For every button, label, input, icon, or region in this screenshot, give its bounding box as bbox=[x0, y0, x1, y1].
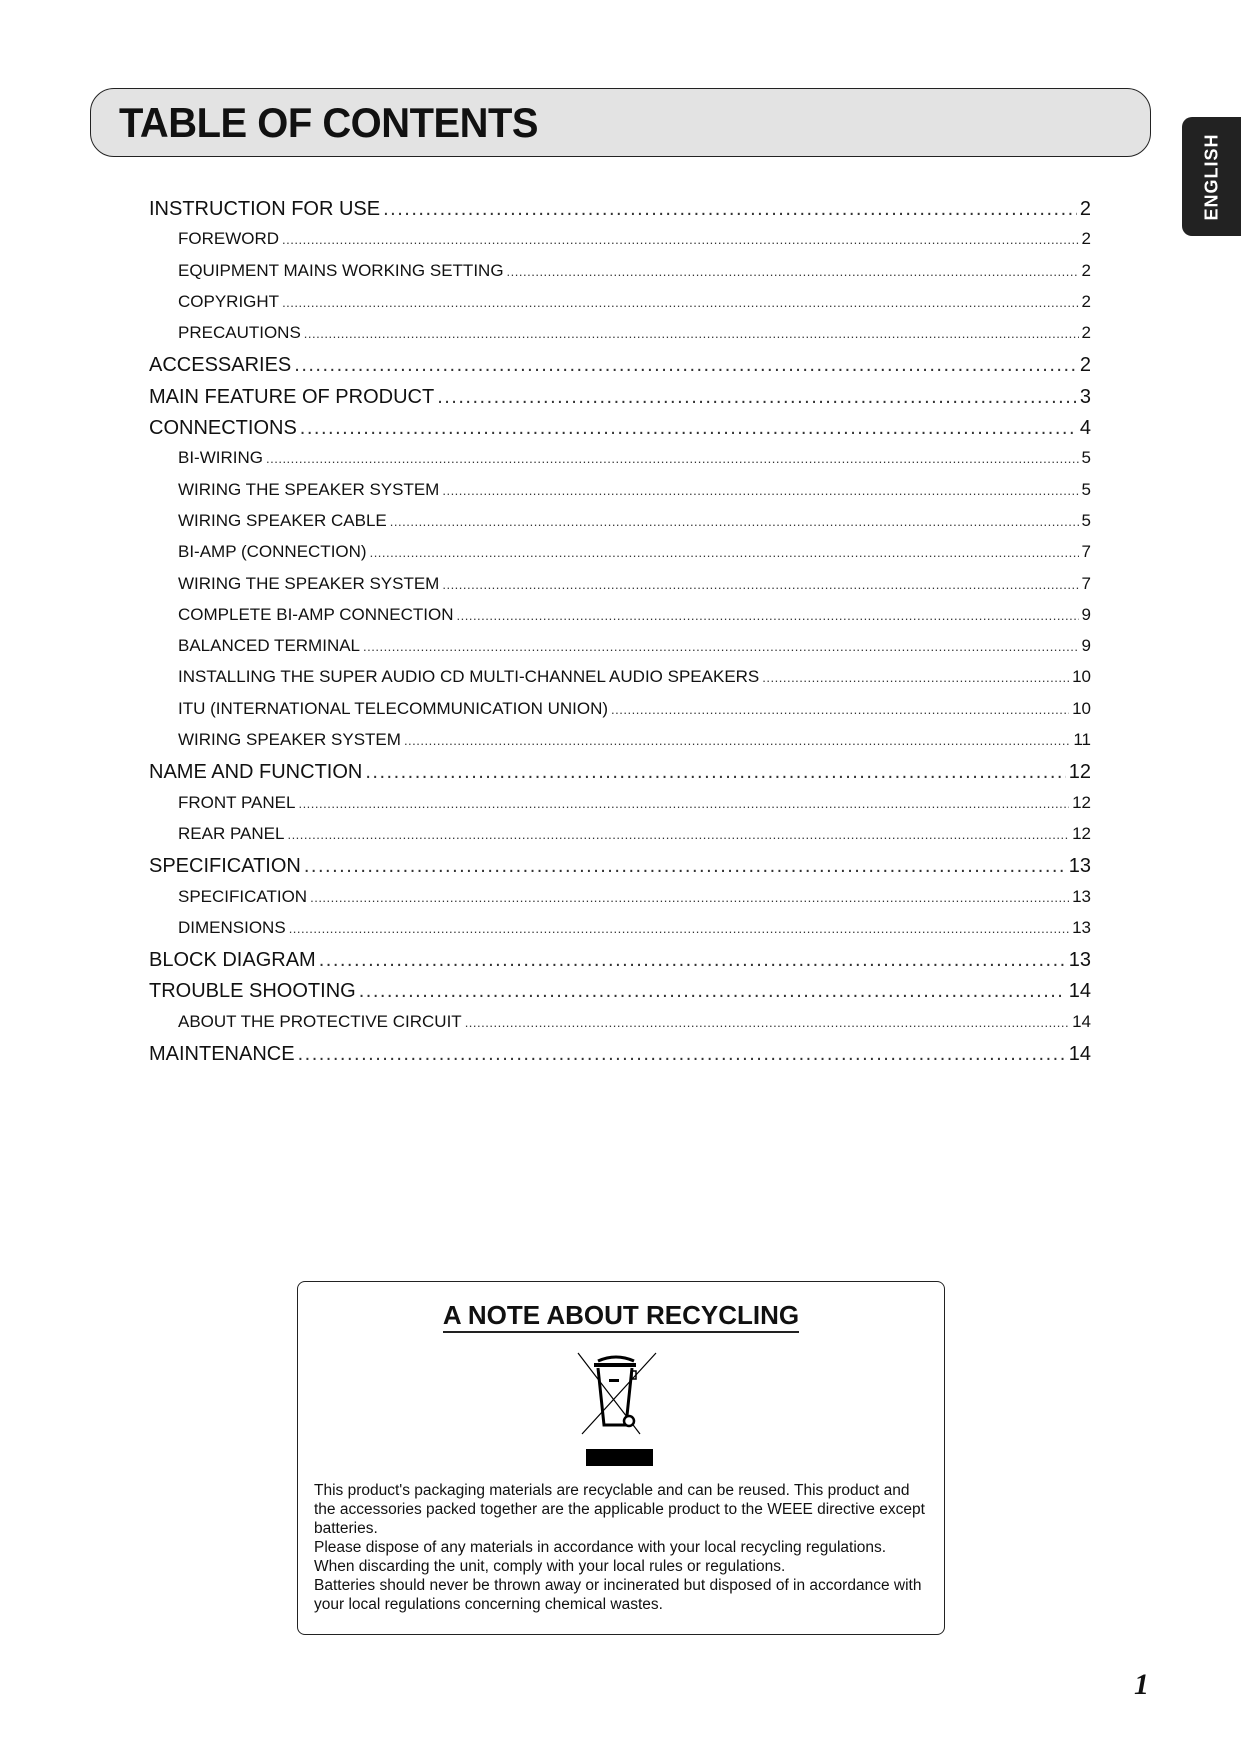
toc-entry-label: COMPLETE BI-AMP CONNECTION bbox=[178, 604, 454, 624]
toc-entry-page: 2 bbox=[1079, 198, 1091, 220]
toc-entry-page: 4 bbox=[1079, 417, 1091, 440]
toc-entry[interactable] bbox=[149, 261, 1091, 292]
toc-entry-page: 14 bbox=[1068, 1043, 1091, 1066]
toc-entry-label: TROUBLE SHOOTING bbox=[149, 980, 356, 1003]
leader-dots bbox=[442, 483, 1078, 498]
toc-entry-label: SPECIFICATION bbox=[178, 886, 308, 906]
toc-entry-page: 9 bbox=[1081, 636, 1091, 656]
leader-dots bbox=[404, 733, 1070, 748]
toc-entry[interactable] bbox=[149, 980, 1091, 1011]
leader-dots bbox=[611, 702, 1069, 717]
toc-entry-label: BLOCK DIAGRAM bbox=[149, 949, 316, 972]
recycling-note-box bbox=[297, 1281, 945, 1635]
toc-entry[interactable] bbox=[149, 887, 1091, 918]
toc-entry-label: ACCESSARIES bbox=[149, 354, 292, 377]
toc-entry-label: EQUIPMENT MAINS WORKING SETTING bbox=[178, 260, 504, 280]
toc-entry-label: INSTALLING THE SUPER AUDIO CD MULTI-CHANNEL AUDIO SPEAKERS bbox=[178, 667, 760, 687]
title-banner bbox=[90, 88, 1151, 157]
leader-dots bbox=[507, 264, 1079, 279]
leader-dots bbox=[266, 451, 1079, 466]
toc-entry-label: MAINTENANCE bbox=[149, 1043, 295, 1066]
toc-entry-label: DIMENSIONS bbox=[178, 917, 286, 937]
toc-entry-page: 13 bbox=[1068, 949, 1091, 972]
toc-entry[interactable] bbox=[149, 448, 1091, 479]
toc-entry-label: BI-AMP (CONNECTION) bbox=[178, 542, 367, 562]
toc-entry-page: 7 bbox=[1081, 542, 1091, 562]
toc-entry-page: 12 bbox=[1072, 823, 1091, 843]
toc-entry-label: NAME AND FUNCTION bbox=[149, 761, 363, 784]
language-tab-label: ENGLISH bbox=[1201, 132, 1221, 221]
leader-dots bbox=[359, 980, 1066, 1003]
crossed-out-wheelie-bin-icon bbox=[576, 1351, 662, 1437]
toc-entry-label: CONNECTIONS bbox=[149, 417, 297, 440]
recycling-text: This product's packaging materials are recyclable and can be reused. This product and the accessories packed together are the applicable product to the WEEE directive except batteries. Please dispose of any materials in accordance with your local recycling regulations. When discarding the unit, comply with your local rules or regulations. Batteries should never be thrown away or incinerated but disposed of in accordance with your local regulations concerning chemical wastes. bbox=[314, 1482, 925, 1613]
toc-entry[interactable] bbox=[149, 229, 1091, 260]
toc-entry[interactable] bbox=[149, 636, 1091, 667]
toc-entry-page: 5 bbox=[1081, 448, 1091, 468]
toc-entry-page: 5 bbox=[1081, 510, 1091, 530]
leader-dots bbox=[304, 326, 1079, 341]
leader-dots bbox=[457, 608, 1079, 623]
toc-entry[interactable] bbox=[149, 761, 1091, 792]
leader-dots bbox=[304, 855, 1066, 878]
leader-dots bbox=[287, 827, 1069, 842]
toc-entry[interactable] bbox=[149, 730, 1091, 761]
toc-entry-label: WIRING SPEAKER CABLE bbox=[178, 510, 387, 530]
toc-entry-label: PRECAUTIONS bbox=[178, 323, 301, 343]
leader-dots bbox=[289, 921, 1069, 936]
toc-entry[interactable] bbox=[149, 1043, 1091, 1074]
toc-entry-page: 2 bbox=[1081, 260, 1091, 280]
leader-dots bbox=[282, 232, 1078, 247]
toc-entry[interactable] bbox=[149, 417, 1091, 448]
toc-entry[interactable] bbox=[149, 824, 1091, 855]
toc-entry-page: 2 bbox=[1079, 354, 1091, 377]
toc-entry-label: BI-WIRING bbox=[178, 448, 263, 468]
toc-entry-page: 7 bbox=[1081, 573, 1091, 593]
toc-entry-page: 14 bbox=[1068, 980, 1091, 1003]
toc-entry-page: 13 bbox=[1072, 886, 1091, 906]
toc-entry-page: 9 bbox=[1081, 604, 1091, 624]
leader-dots bbox=[298, 796, 1069, 811]
weee-bar-mark bbox=[586, 1449, 653, 1466]
leader-dots bbox=[310, 890, 1069, 905]
toc-entry-label: FRONT PANEL bbox=[178, 792, 296, 812]
toc-entry[interactable] bbox=[149, 699, 1091, 730]
toc-entry[interactable] bbox=[149, 949, 1091, 980]
toc-entry[interactable] bbox=[149, 542, 1091, 573]
toc-entry-label: ABOUT THE PROTECTIVE CIRCUIT bbox=[178, 1011, 462, 1031]
leader-dots bbox=[465, 1015, 1069, 1030]
leader-dots bbox=[363, 639, 1079, 654]
toc-entry-page: 3 bbox=[1079, 385, 1091, 408]
toc-entry-label: MAIN FEATURE OF PRODUCT bbox=[149, 385, 435, 408]
toc-entry-page: 2 bbox=[1081, 229, 1091, 249]
toc-entry-page: 13 bbox=[1072, 917, 1091, 937]
leader-dots bbox=[298, 1043, 1066, 1066]
toc-entry[interactable] bbox=[149, 386, 1091, 417]
leader-dots bbox=[370, 545, 1079, 560]
toc-entry-page: 11 bbox=[1073, 730, 1091, 750]
leader-dots bbox=[300, 417, 1077, 440]
toc-entry-label: WIRING THE SPEAKER SYSTEM bbox=[178, 479, 440, 499]
toc-entry-label: WIRING SPEAKER SYSTEM bbox=[178, 730, 401, 750]
toc-entry[interactable] bbox=[149, 323, 1091, 354]
leader-dots bbox=[365, 761, 1065, 784]
toc-entry[interactable] bbox=[149, 574, 1091, 605]
toc-entry-label: COPYRIGHT bbox=[178, 291, 280, 311]
leader-dots bbox=[319, 949, 1066, 972]
toc-entry-page: 12 bbox=[1072, 792, 1091, 812]
leader-dots bbox=[442, 577, 1078, 592]
page-number: 1 bbox=[1134, 1668, 1149, 1701]
leader-dots bbox=[390, 514, 1079, 529]
leader-dots bbox=[294, 354, 1077, 377]
toc-entry-label: INSTRUCTION FOR USE bbox=[149, 198, 381, 220]
leader-dots bbox=[383, 198, 1077, 221]
toc-entry-page: 10 bbox=[1072, 698, 1091, 718]
toc-entry-label: BALANCED TERMINAL bbox=[178, 636, 361, 656]
toc-entry[interactable] bbox=[149, 793, 1091, 824]
toc-entry-label: ITU (INTERNATIONAL TELECOMMUNICATION UNION) bbox=[178, 698, 609, 718]
toc-entry-page: 2 bbox=[1081, 323, 1091, 343]
toc-entry-page: 14 bbox=[1072, 1011, 1091, 1031]
toc-entry[interactable] bbox=[149, 605, 1091, 636]
toc-entry-page: 12 bbox=[1068, 761, 1091, 784]
toc-entry[interactable] bbox=[149, 198, 1091, 229]
language-tab bbox=[1182, 117, 1241, 236]
toc-entry[interactable] bbox=[149, 855, 1091, 886]
toc-entry-page: 5 bbox=[1081, 479, 1091, 499]
toc-entry-label: REAR PANEL bbox=[178, 823, 285, 843]
toc-entry-label: SPECIFICATION bbox=[149, 855, 301, 878]
recycling-title: A NOTE ABOUT RECYCLING bbox=[298, 1300, 944, 1331]
toc-entry[interactable] bbox=[149, 667, 1091, 698]
toc-entry-label: WIRING THE SPEAKER SYSTEM bbox=[178, 573, 440, 593]
toc-entry-label: FOREWORD bbox=[178, 229, 280, 249]
toc-entry[interactable] bbox=[149, 1012, 1091, 1043]
toc-entry[interactable] bbox=[149, 354, 1091, 385]
toc-entry[interactable] bbox=[149, 511, 1091, 542]
toc-entry[interactable] bbox=[149, 918, 1091, 949]
toc-entry-page: 13 bbox=[1068, 855, 1091, 878]
leader-dots bbox=[437, 386, 1077, 409]
table-of-contents bbox=[149, 198, 1091, 1074]
toc-entry-page: 2 bbox=[1081, 291, 1091, 311]
leader-dots bbox=[282, 295, 1078, 310]
toc-entry[interactable] bbox=[149, 292, 1091, 323]
toc-entry-page: 10 bbox=[1072, 667, 1091, 687]
leader-dots bbox=[762, 670, 1069, 685]
page-title: TABLE OF CONTENTS bbox=[119, 99, 538, 146]
toc-entry[interactable] bbox=[149, 480, 1091, 511]
